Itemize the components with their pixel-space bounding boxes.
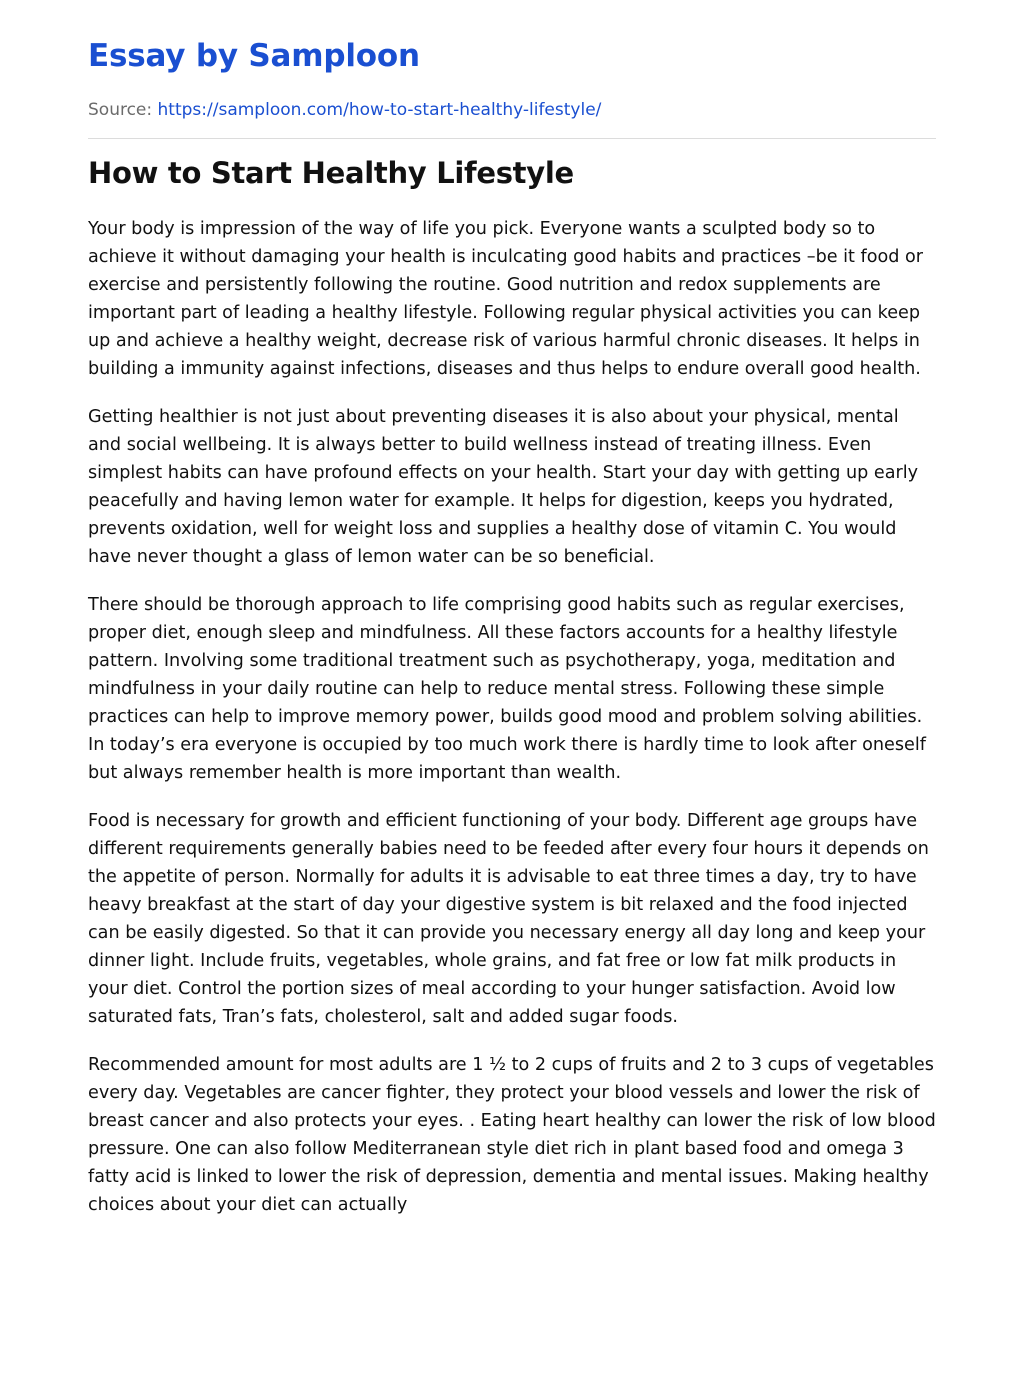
essay-paragraph: Food is necessary for growth and efficient functioning of your body. Different age groups have different requirements generally babies need to be feeded after every four hours it depends on the appetite of person. Normally for adults it is advisable to eat three times a day, try to have heavy breakfast at the start of day your digestive system is bit relaxed and the food injected can be easily digested. So that it can provide you necessary energy all day long and keep your dinner light. Include fruits, vegetables, whole grains, and fat free or low fat milk products in your diet. Control the portion sizes of meal according to your hunger satisfaction. Avoid low saturated fats, Tran’s fats, cholesterol, salt and added sugar foods. (88, 811, 929, 1027)
site-brand: Essay by Samploon (88, 38, 420, 74)
source-line (88, 98, 936, 122)
source-link[interactable]: https://samploon.com/how-to-start-healthy-lifestyle/ (157, 100, 602, 120)
source-label: Source: (88, 100, 153, 120)
essay-paragraph: Your body is impression of the way of life you pick. Everyone wants a sculpted body so to achieve it without damaging your health is inculcating good habits and practices –be it food or exercise and persistently following the routine. Good nutrition and redox supplements are important part of leading a healthy lifestyle. Following regular physical activities you can keep up and achieve a healthy weight, decrease risk of various harmful chronic diseases. It helps in building a immunity against infections, diseases and thus helps to endure overall good health. (88, 219, 924, 379)
essay-paragraph: There should be thorough approach to life comprising good habits such as regular exercises, proper diet, enough sleep and mindfulness. All these factors accounts for a healthy lifestyle pattern. Involving some traditional treatment such as psychotherapy, yoga, meditation and mindfulness in your daily routine can help to reduce mental stress. Following these simple practices can help to improve memory power, builds good mood and problem solving abilities. In today’s era everyone is occupied by too much work there is hardly time to look after oneself but always remember health is more important than wealth. (88, 595, 926, 783)
essay-paragraph: Getting healthier is not just about preventing diseases it is also about your physical, mental and social wellbeing. It is always better to build wellness instead of treating illness. Even simplest habits can have profound effects on your health. Start your day with getting up early peacefully and having lemon water for example. It helps for digestion, keeps you hydrated, prevents oxidation, well for weight loss and supplies a healthy dose of vitamin C. You would have never thought a glass of lemon water can be so beneficial. (88, 407, 919, 567)
header-divider (88, 138, 936, 139)
essay-paragraph: Recommended amount for most adults are 1 ½ to 2 cups of fruits and 2 to 3 cups of vegetables every day. Vegetables are cancer fighter, they protect your blood vessels and lower the risk of breast cancer and also protects your eyes. . Eating heart healthy can lower the risk of low blood pressure. One can also follow Mediterranean style diet rich in plant based food and omega 3 fatty acid is linked to lower the risk of depression, dementia and mental issues. Making healthy choices about your diet can actually (88, 1055, 936, 1215)
essay-title: How to Start Healthy Lifestyle (88, 156, 574, 190)
essay-body (88, 215, 936, 1219)
